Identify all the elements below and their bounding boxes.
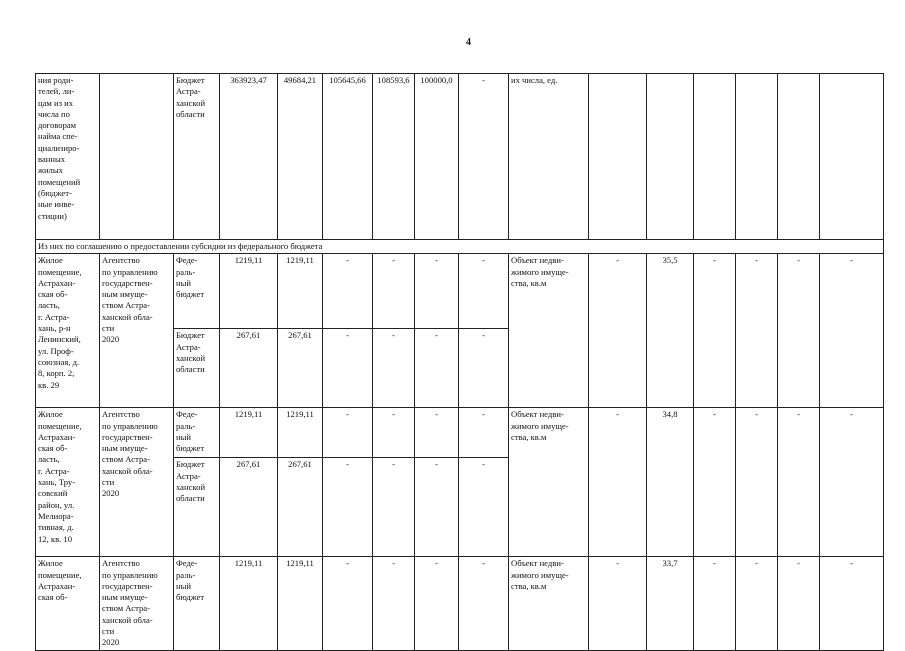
dash-cell: - <box>415 458 459 557</box>
object-address: Жилое помещение, Астрахан- ская об- ласть, г. Астра- хань, р-н Ленинский, ул. Проф- союзная, д. 8, корп. 2, кв. 29 <box>36 254 100 408</box>
dash-cell: - <box>323 329 373 408</box>
object-address: Жилое помещение, Астрахан- ская об- ласть, г. Астра- хань, Тру- совский район, ул. Мелиора- тивная, д. 12, кв. 10 <box>36 408 100 557</box>
dash-cell: - <box>778 254 820 408</box>
year-cell: 267,61 <box>278 458 323 557</box>
dash-cell: - <box>373 254 415 329</box>
indicator-cell: Объект недви- жимого имуще- ства, кв.м <box>509 408 589 557</box>
indicator-cell: Объект недви- жимого имуще- ства, кв.м <box>509 254 589 408</box>
total-cell: 267,61 <box>220 458 278 557</box>
total-cell: 267,61 <box>220 329 278 408</box>
dash-cell: - <box>820 254 884 408</box>
source-cell: Бюджет Астра- ханской области <box>174 329 220 408</box>
section-header: Из них по соглашению о предоставлении субсидии из федерального бюджета <box>36 240 884 254</box>
dash-cell: - <box>459 408 509 458</box>
object-cell: ния роди- телей, ли- цам из их числа по договорам найма спе- циализиро- ванных жилых помещений (бюджет- ные инве- стиции) <box>36 74 100 240</box>
year-cell: 105645,66 <box>323 74 373 240</box>
table-row <box>36 408 884 458</box>
agency-cell: Агентство по управлению государствен- ным имуще- ством Астра- ханской обла- сти 2020 <box>100 254 174 408</box>
indicator-cell: их числа, ед. <box>509 74 589 240</box>
year-cell: 49684,21 <box>278 74 323 240</box>
year-cell: 108593,6 <box>373 74 415 240</box>
year-cell: 100000,0 <box>415 74 459 240</box>
source-cell: Бюджет Астра- ханской области <box>174 74 220 240</box>
dash-cell: - <box>459 329 509 408</box>
year-cell: - <box>459 74 509 240</box>
year-cell: 1219,11 <box>278 557 323 650</box>
dash-cell: - <box>323 557 373 650</box>
table-row <box>36 74 884 240</box>
source-cell: Феде- раль- ный бюджет <box>174 408 220 458</box>
source-cell: Бюджет Астра- ханской области <box>174 458 220 557</box>
dash-cell: - <box>459 557 509 650</box>
dash-cell: - <box>415 557 459 650</box>
budget-table <box>35 73 884 651</box>
agency-cell: Агентство по управлению государствен- ным имуще- ством Астра- ханской обла- сти 2020 <box>100 408 174 557</box>
dash-cell: - <box>778 557 820 650</box>
year-cell: 1219,11 <box>278 408 323 458</box>
section-header-row <box>36 240 884 254</box>
dash-cell: - <box>694 408 736 557</box>
page-number: 4 <box>466 37 471 48</box>
dash-cell: - <box>459 254 509 329</box>
area-cell: 34,8 <box>647 408 694 557</box>
dash-cell: - <box>736 408 778 557</box>
dash-cell: - <box>820 408 884 557</box>
agency-cell: Агентство по управлению государствен- ным имуще- ством Астра- ханской обла- сти 2020 <box>100 557 174 650</box>
table-row <box>36 254 884 329</box>
dash-cell: - <box>373 458 415 557</box>
agency-cell <box>100 74 174 240</box>
dash-cell: - <box>323 408 373 458</box>
dash-cell: - <box>415 408 459 458</box>
year-cell: 1219,11 <box>278 254 323 329</box>
dash-cell: - <box>459 458 509 557</box>
year-cell: 267,61 <box>278 329 323 408</box>
dash-cell: - <box>589 408 647 557</box>
dash-cell: - <box>736 557 778 650</box>
total-cell: 1219,11 <box>220 408 278 458</box>
dash-cell: - <box>820 557 884 650</box>
dash-cell: - <box>778 408 820 557</box>
object-address: Жилое помещение, Астрахан- ская об- <box>36 557 100 650</box>
area-cell: 35,5 <box>647 254 694 408</box>
dash-cell: - <box>589 254 647 408</box>
dash-cell: - <box>373 557 415 650</box>
dash-cell: - <box>694 254 736 408</box>
dash-cell: - <box>415 329 459 408</box>
dash-cell: - <box>373 408 415 458</box>
area-cell: 33,7 <box>647 557 694 650</box>
source-cell: Феде- раль- ный бюджет <box>174 254 220 329</box>
dash-cell: - <box>323 458 373 557</box>
source-cell: Феде- раль- ный бюджет <box>174 557 220 650</box>
total-cell: 363923,47 <box>220 74 278 240</box>
total-cell: 1219,11 <box>220 557 278 650</box>
total-cell: 1219,11 <box>220 254 278 329</box>
dash-cell: - <box>373 329 415 408</box>
dash-cell: - <box>736 254 778 408</box>
table-row <box>36 557 884 650</box>
indicator-cell: Объект недви- жимого имуще- ства, кв.м <box>509 557 589 650</box>
dash-cell: - <box>694 557 736 650</box>
dash-cell: - <box>589 557 647 650</box>
dash-cell: - <box>323 254 373 329</box>
dash-cell: - <box>415 254 459 329</box>
